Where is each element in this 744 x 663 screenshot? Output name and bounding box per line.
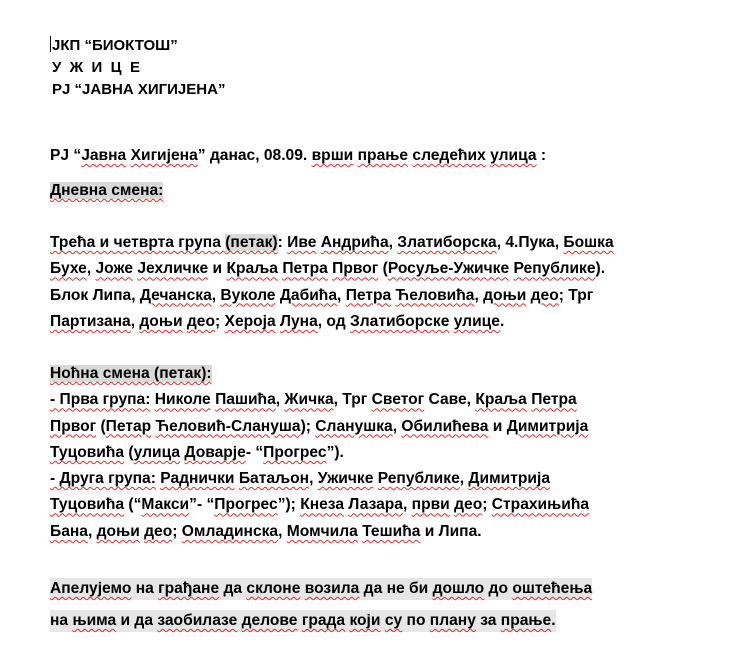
appeal-paragraph [50, 573, 592, 637]
line-text: Луна [280, 312, 318, 330]
line-text: део [186, 312, 216, 330]
line-text: ”- “ [189, 496, 215, 514]
line-text: , 4.Пука, [496, 234, 564, 251]
text-line [50, 414, 589, 440]
intro-text: ” данас, 08.09. [197, 147, 312, 164]
text-line [50, 519, 589, 545]
line-text: , [130, 312, 140, 330]
line-text: Петра [282, 260, 328, 278]
day-label: (петак) [225, 234, 278, 251]
line-text: , [402, 496, 412, 514]
text-line [50, 573, 592, 605]
line-text: део [530, 286, 559, 304]
line-text: возила [304, 580, 360, 597]
line-text: . [551, 612, 556, 629]
line-text: и Липа. [420, 522, 482, 540]
line-text: Дабића [279, 286, 338, 304]
line-text: Петра [531, 391, 577, 409]
line-text: Тешића [362, 522, 421, 540]
line-text: Ћеловића [395, 286, 475, 304]
line-text: , од [317, 312, 350, 330]
line-text: и да [116, 612, 158, 629]
line-text: на [50, 612, 73, 629]
line-text: Омладинска [181, 522, 279, 540]
day-shift-paragraph [50, 230, 614, 335]
line-text: Андрића [320, 234, 389, 251]
line-text: Републике [513, 260, 596, 278]
line-text: Саве, [424, 391, 476, 409]
line-text: Првог [50, 417, 97, 435]
line-text: : [277, 234, 288, 251]
line-text: Краља [226, 260, 278, 278]
city-name: У Ж И Ц Е [52, 59, 140, 76]
line-text: , [388, 234, 398, 251]
line-text: Краља [475, 391, 527, 409]
line-text: Макси [141, 496, 190, 514]
line-text: - “ [245, 443, 264, 461]
line-text: Ћеловић-Слануша [155, 417, 301, 435]
line-text: , [459, 470, 469, 488]
line-text: ( [378, 260, 388, 278]
intro-text: прање [357, 147, 409, 164]
text-line [50, 361, 589, 387]
line-text: Бухе [50, 260, 87, 278]
line-text: Кнеза [300, 496, 345, 514]
line-text: Апелујемо [50, 580, 132, 597]
line-text: дошло [432, 580, 485, 597]
line-text: , Трг [333, 391, 372, 409]
line-text: на [131, 580, 159, 597]
line-text: Батаљон [238, 470, 310, 488]
line-text: Момчила [286, 522, 358, 540]
line-text: ; [172, 522, 182, 540]
line-text: Прогрес [263, 443, 327, 461]
line-text: Вуколе [220, 286, 276, 304]
line-text: грађане [158, 580, 220, 597]
line-text: (“ [124, 496, 142, 514]
letterhead [52, 35, 225, 101]
line-text: плану [429, 612, 476, 629]
line-text: њима [72, 612, 117, 629]
group-label: Трећа и четврта група [50, 234, 226, 251]
unit-name: РЈ “ЈАВНА ХИГИЈЕНА” [52, 81, 226, 98]
night-shift-title: Ноћна смена (петак): [50, 365, 212, 382]
line-text: Дечанска [139, 286, 212, 304]
line-text: Туцовића [50, 496, 125, 514]
text-line [50, 230, 614, 256]
line-text: Лазара [348, 496, 403, 514]
line-text: Сланушка [315, 417, 393, 435]
line-text: Димитрија [468, 470, 550, 488]
line-text: Партизана [50, 312, 131, 330]
text-line [50, 605, 592, 637]
line-text: , [392, 417, 402, 435]
line-text: Туцовића [50, 443, 125, 461]
line-text: Доварје [184, 443, 246, 461]
line-text: Бана [50, 522, 88, 540]
line-text: ”). [326, 443, 344, 461]
intro-text: РЈ “ [50, 147, 82, 164]
line-text: . [499, 312, 505, 330]
text-line [50, 492, 589, 518]
line-text: део [454, 496, 483, 514]
line-text: по [402, 612, 430, 629]
line-text: да не би [359, 580, 433, 597]
line-text: Републике [377, 470, 460, 488]
text-line [50, 309, 614, 335]
line-text: Страхињића [491, 496, 590, 514]
line-text: ; Трг [558, 286, 594, 304]
line-text: Ужичке [317, 470, 374, 488]
line-text: улице [453, 312, 500, 330]
intro-text: Јавна [81, 147, 127, 164]
line-text: Обилићева [401, 417, 489, 435]
highlighted-line [50, 610, 556, 632]
line-text: ”); [277, 496, 301, 514]
line-text: доњи [96, 522, 140, 540]
line-text: Росуље-Ужичке [387, 260, 510, 278]
day-shift-heading [50, 178, 163, 204]
line-text: , [86, 260, 96, 278]
group-label: - Прва група: [50, 391, 151, 409]
intro-text: улица [490, 147, 537, 164]
line-text: Златиборска [397, 234, 497, 251]
intro-text: следећих [412, 147, 486, 164]
line-text: доњи [483, 286, 527, 304]
line-text: ( [96, 417, 106, 435]
line-text: Димитрија [506, 417, 589, 435]
line-text: ); [300, 417, 316, 435]
text-line [50, 256, 614, 282]
line-text: део [144, 522, 173, 540]
line-text: , [337, 286, 346, 304]
line-text: Бошка [563, 234, 614, 251]
line-text: , [278, 522, 287, 540]
group-label: - Друга група: [50, 470, 156, 488]
line-text: склоне [246, 580, 301, 597]
line-text: доњи [139, 312, 183, 330]
line-text: , [275, 391, 285, 409]
line-text: Светог [371, 391, 425, 409]
line-text: ; [215, 312, 225, 330]
line-text: заобилазе [157, 612, 238, 629]
line-text: Блок Липа, [50, 286, 140, 304]
line-text: , [87, 522, 97, 540]
text-line [50, 440, 589, 466]
text-cursor [50, 36, 51, 52]
intro-text: : [536, 147, 547, 164]
line-text: први [411, 496, 450, 514]
line-text: да [219, 580, 247, 597]
intro-paragraph [50, 143, 546, 169]
text-line [50, 283, 614, 309]
line-text: Јоже [95, 260, 134, 278]
line-text: Хероја [224, 312, 276, 330]
line-text: Прогрес [214, 496, 278, 514]
line-text: за [475, 612, 501, 629]
line-text: , [211, 286, 221, 304]
line-text: су [384, 612, 403, 629]
line-text: оштећења [512, 580, 593, 597]
line-text: и [208, 260, 227, 278]
line-text: ). [595, 260, 606, 278]
line-text: Петра [345, 286, 392, 304]
line-text: Пашића [215, 391, 276, 409]
company-name: ЈКП “БИОКТОШ” [52, 37, 178, 54]
intro-text: Хигијена [130, 147, 198, 164]
line-text: Иве [287, 234, 317, 251]
text-line [50, 387, 589, 413]
line-text: Раднички [160, 470, 235, 488]
intro-text: врши [311, 147, 354, 164]
line-text: који [349, 612, 381, 629]
line-text: улица [133, 443, 181, 461]
line-text: , [309, 470, 318, 488]
line-text: Првог [332, 260, 379, 278]
line-text: делове [241, 612, 298, 629]
line-text: прање [500, 612, 552, 629]
line-text: до [484, 580, 513, 597]
day-shift-title: Дневна смена: [50, 182, 164, 199]
highlighted-line [50, 578, 592, 600]
line-text: , [474, 286, 484, 304]
night-shift-paragraph [50, 361, 589, 545]
line-text: Јехличке [137, 260, 209, 278]
line-text: Жичка [284, 391, 334, 409]
line-text: града [301, 612, 346, 629]
text-line [50, 466, 589, 492]
line-text: и [488, 417, 507, 435]
line-text: Николе [154, 391, 211, 409]
line-text: ; [482, 496, 492, 514]
line-text: Петар [105, 417, 152, 435]
line-text: Златиборске [349, 312, 450, 330]
line-text: ( [124, 443, 134, 461]
